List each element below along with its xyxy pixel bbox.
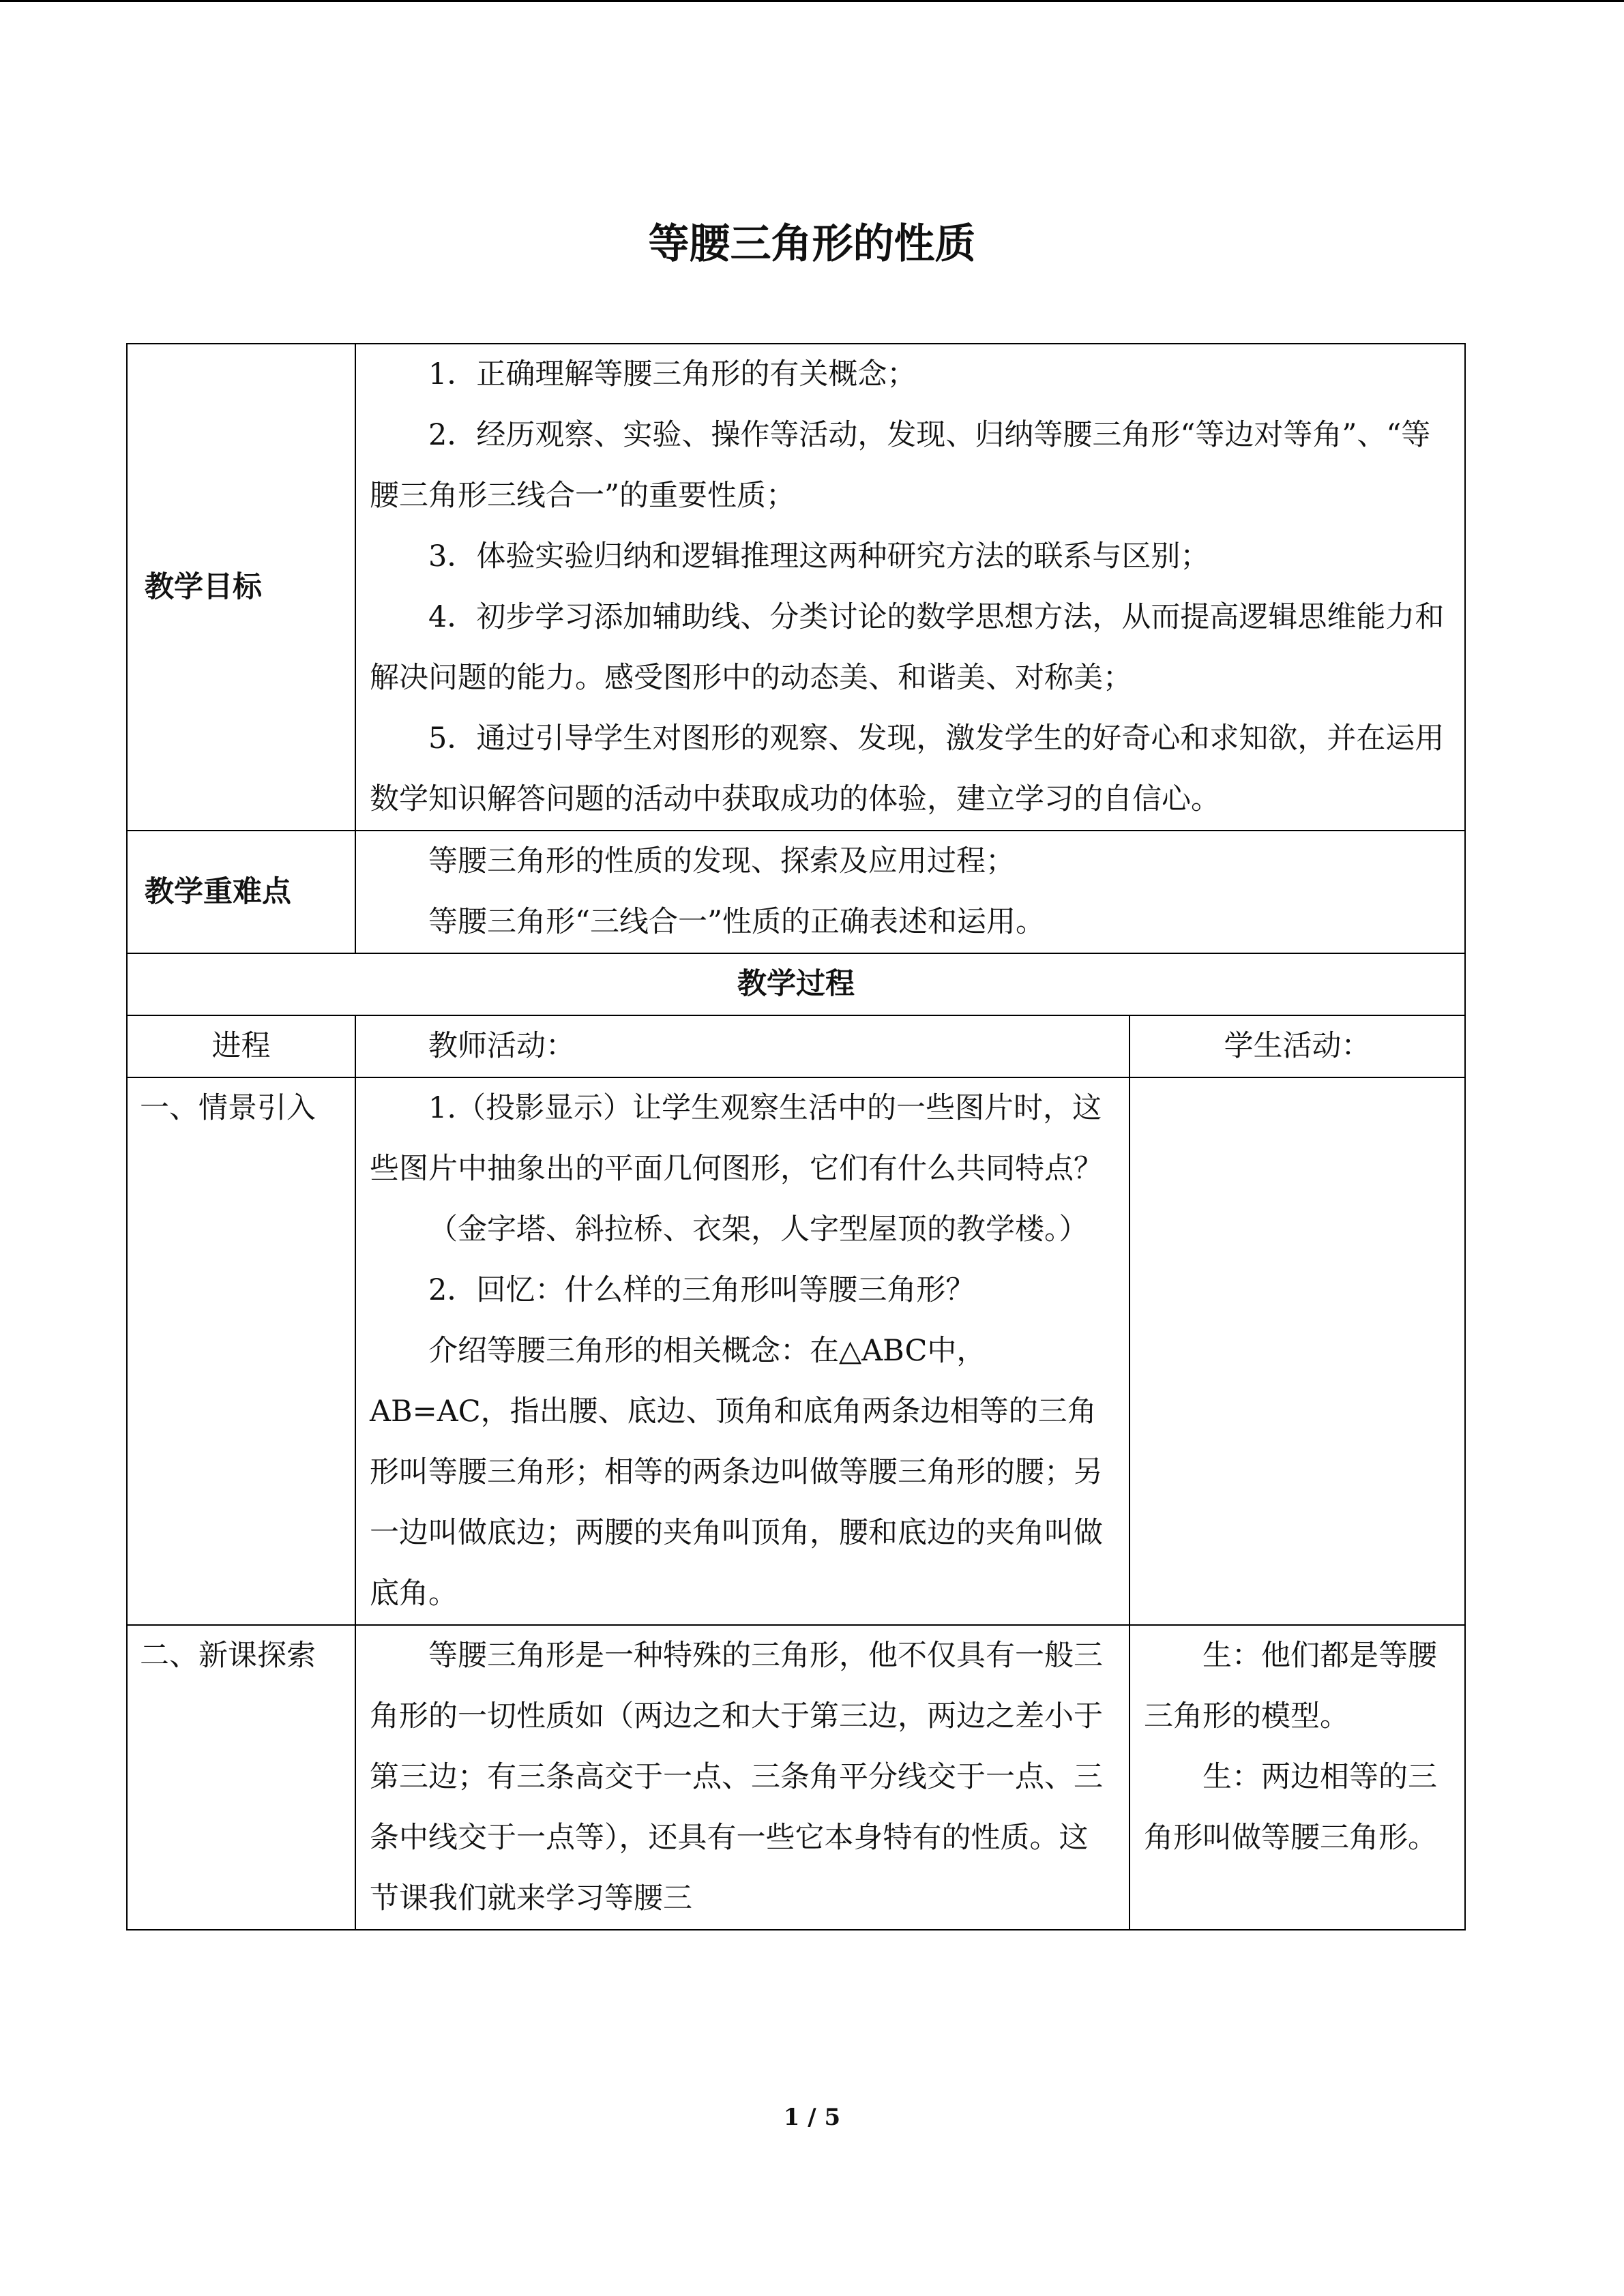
objective-item: 5．通过引导学生对图形的观察、发现，激发学生的好奇心和求知欲，并在运用数学知识解答问题的活动中获取成功的体验，建立学习的自信心。 [370, 721, 1445, 816]
teacher-paragraph: 2．回忆：什么样的三角形叫等腰三角形？ [428, 1273, 975, 1307]
process-heading-row [127, 953, 1465, 1015]
student-activity-cell [1130, 1625, 1465, 1930]
key-points-label: 教学重难点 [127, 831, 355, 953]
key-point-item: 等腰三角形“三线合一”性质的正确表述和运用。 [428, 905, 1045, 939]
teacher-paragraph: （金字塔、斜拉桥、衣架，人字型屋顶的教学楼。） [428, 1212, 1089, 1247]
stage-cell: 一、情景引入 [127, 1077, 355, 1625]
key-points-content [355, 831, 1465, 953]
column-header-student: 学生活动： [1130, 1015, 1465, 1077]
teacher-activity-cell [355, 1077, 1130, 1625]
teacher-paragraph: 等腰三角形是一种特殊的三角形，他不仅具有一般三角形的一切性质如（两边之和大于第三边，两边之差小于第三边；有三条高交于一点、三条角平分线交于一点、三条中线交于一点等），还具有一些它本身特有的性质。这节课我们就来学习等腰三 [370, 1639, 1103, 1915]
teacher-paragraph: 介绍等腰三角形的相关概念：在△ABC中，AB=AC，指出腰、底边、顶角和底角两条边相等的三角形叫等腰三角形；相等的两条边叫做等腰三角形的腰；另一边叫做底边；两腰的夹角叫顶角，腰和底边的夹角叫做底角。 [370, 1334, 1103, 1611]
stage-cell: 二、新课探索 [127, 1625, 355, 1930]
student-paragraph: 生：两边相等的三角形叫做等腰三角形。 [1144, 1760, 1437, 1855]
teacher-activity-cell [355, 1625, 1130, 1930]
key-points-row [127, 831, 1465, 953]
objective-item: 2．经历观察、实验、操作等活动，发现、归纳等腰三角形“等边对等角”、“等腰三角形三线合一”的重要性质； [370, 418, 1431, 513]
objectives-content [355, 344, 1465, 831]
student-activity-cell [1130, 1077, 1465, 1625]
column-header-stage: 进程 [127, 1015, 355, 1077]
process-header-row [127, 1015, 1465, 1077]
top-rule [0, 0, 1624, 2]
objectives-row [127, 344, 1465, 831]
key-point-item: 等腰三角形的性质的发现、探索及应用过程； [428, 844, 1015, 878]
column-header-teacher: 教师活动： [355, 1015, 1130, 1077]
objectives-label: 教学目标 [127, 344, 355, 831]
page-title: 等腰三角形的性质 [648, 220, 976, 268]
page-number: 1 / 5 [783, 2104, 841, 2131]
teacher-paragraph: 1.（投影显示）让学生观察生活中的一些图片时，这些图片中抽象出的平面几何图形，它们有什么共同特点？ [370, 1091, 1103, 1186]
objective-item: 3．体验实验归纳和逻辑推理这两种研究方法的联系与区别； [428, 539, 1210, 573]
process-heading: 教学过程 [127, 953, 1465, 1015]
process-row-explore [127, 1625, 1465, 1930]
objective-item: 1．正确理解等腰三角形的有关概念； [428, 357, 917, 391]
student-paragraph: 生：他们都是等腰三角形的模型。 [1144, 1639, 1437, 1733]
lesson-plan-table [126, 343, 1466, 1930]
objective-item: 4．初步学习添加辅助线、分类讨论的数学思想方法，从而提高逻辑思维能力和解决问题的能力。感受图形中的动态美、和谐美、对称美； [370, 600, 1445, 695]
process-row-intro [127, 1077, 1465, 1625]
